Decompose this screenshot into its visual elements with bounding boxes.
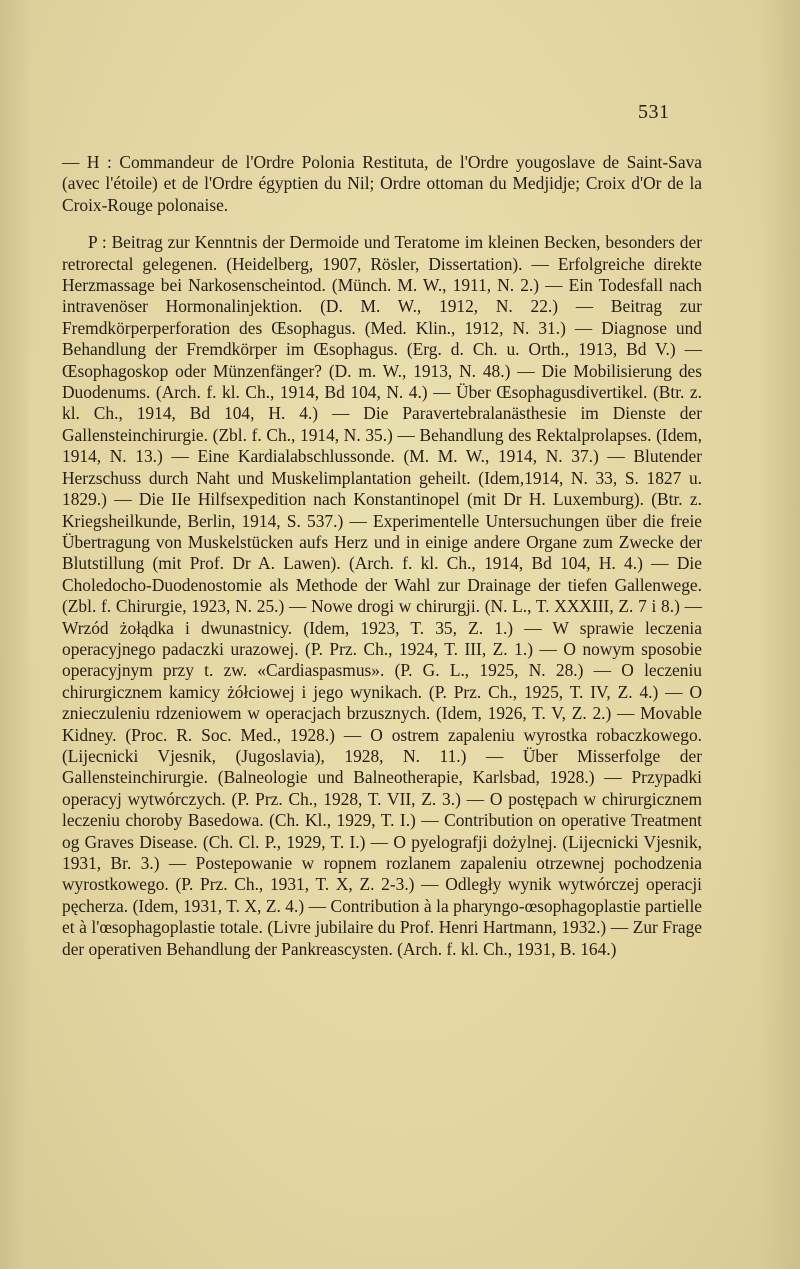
- page-number: 531: [638, 101, 670, 123]
- page-left-edge: [0, 0, 28, 1269]
- page-right-fold: [760, 0, 800, 1269]
- publications-paragraph: P : Beitrag zur Kenntnis der Dermoide und Teratome im kleinen Becken, besonders der retrorectal gelegenen. (Heidelberg, 1907, Rösler, Dissertation). — Erfolgreiche direkte Herzmassage bei Narkosenscheintod. (Münch. M. W., 1911, N. 2.) — Ein Todesfall nach intravenöser Hormonalinjektion. (D. M. W., 1912, N. 22.) — Beitrag zur Fremdkörperperforation des Œsophagus. (Med. Klin., 1912, N. 31.) — Diagnose und Behandlung der Fremdkörper im Œsophagus. (Erg. d. Ch. u. Orth., 1913, Bd V.) — Œsophagoskop oder Münzenfänger? (D. m. W., 1913, N. 48.) — Die Mobilisierung des Duodenums. (Arch. f. kl. Ch., 1914, Bd 104, N. 4.) — Über Œsophagusdivertikel. (Btr. z. kl. Ch., 1914, Bd 104, H. 4.) — Die Paravertebralanästhesie im Dienste der Gallensteinchirurgie. (Zbl. f. Ch., 1914, N. 35.) — Behandlung des Rektalprolapses. (Idem, 1914, N. 13.) — Eine Kardialabschlussonde. (M. M. W., 1914, N. 37.) — Blutender Herzschuss durch Naht und Muskelimplantation geheilt. (Idem,1914, N. 33, S. 1827 u. 1829.) — Die IIe Hilfsexpedition nach Konstantinopel (mit Dr H. Luxemburg). (Btr. z. Kriegsheilkunde, Berlin, 1914, S. 537.) — Experimentelle Untersuchungen über die freie Übertragung von Muskelstücken aufs Herz und in einige andere Organe zum Zwecke der Blutstillung (mit Prof. Dr A. Lawen). (Arch. f. kl. Ch., 1914, Bd 104, H. 4.) — Die Choledocho-Duodenostomie als Methode der Wahl zur Drainage der tiefen Gallenwege. (Zbl. f. Chirurgie, 1923, N. 25.) — Nowe drogi w chirurgji. (N. L., T. XXXIII, Z. 7 i 8.) — Wrzód żołądka i dwunastnicy. (Idem, 1923, T. 35, Z. 1.) — W sprawie leczenia operacyjnego padaczki urazowej. (P. Prz. Ch., 1924, T. III, Z. 1.) — O nowym sposobie operacyjnym przy t. zw. «Cardiaspasmus». (P. G. L., 1925, N. 28.) — O leczeniu chirurgicznem kamicy żółciowej i jego wynikach. (P. Prz. Ch., 1925, T. IV, Z. 4.) — O znieczuleniu rdzeniowem w operacjach brzusznych. (Idem, 1926, T. V, Z. 2.) — Movable Kidney. (Proc. R. Soc. Med., 1928.) — O ostrem zapaleniu wyrostka robaczkowego. (Lijecnicki Vjesnik, (Jugoslavia), 1928, N. 11.) — Über Misserfolge der Gallensteinchirurgie. (Balneologie und Balneotherapie, Karlsbad, 1928.) — Przypadki operacyj wytwórczych. (P. Prz. Ch., 1928, T. VII, Z. 3.) — O postępach w chirurgicznem leczeniu choroby Basedowa. (Ch. Kl., 1929, T. I.) — Contribution on operative Treatment og Graves Disease. (Ch. Cl. P., 1929, T. I.) — O pyelografji dożylnej. (Lijecnicki Vjesnik, 1931, Br. 3.) — Postepowanie w ropnem rozlanem zapaleniu otrzewnej pochodzenia wyrostkowego. (P. Prz. Ch., 1931, T. X, Z. 2-3.) — Odległy wynik wytwórczej operacji pęcherza. (Idem, 1931, T. X, Z. 4.) — Contribution à la pharyngo-œsophagoplastie partielle et à l'œsophagoplastie totale. (Livre jubilaire du Prof. Henri Hartmann, 1932.) — Zur Frage der operativen Behandlung der Pankreascysten. (Arch. f. kl. Ch., 1931, B. 164.): [62, 232, 702, 959]
- honors-paragraph: — H : Commandeur de l'Ordre Polonia Restituta, de l'Ordre yougoslave de Saint-Sava (avec l'étoile) et de l'Ordre égyptien du Nil; Ordre ottoman du Medjidje; Croix d'Or de la Croix-Rouge polonaise.: [62, 152, 702, 215]
- body-text: [62, 152, 702, 960]
